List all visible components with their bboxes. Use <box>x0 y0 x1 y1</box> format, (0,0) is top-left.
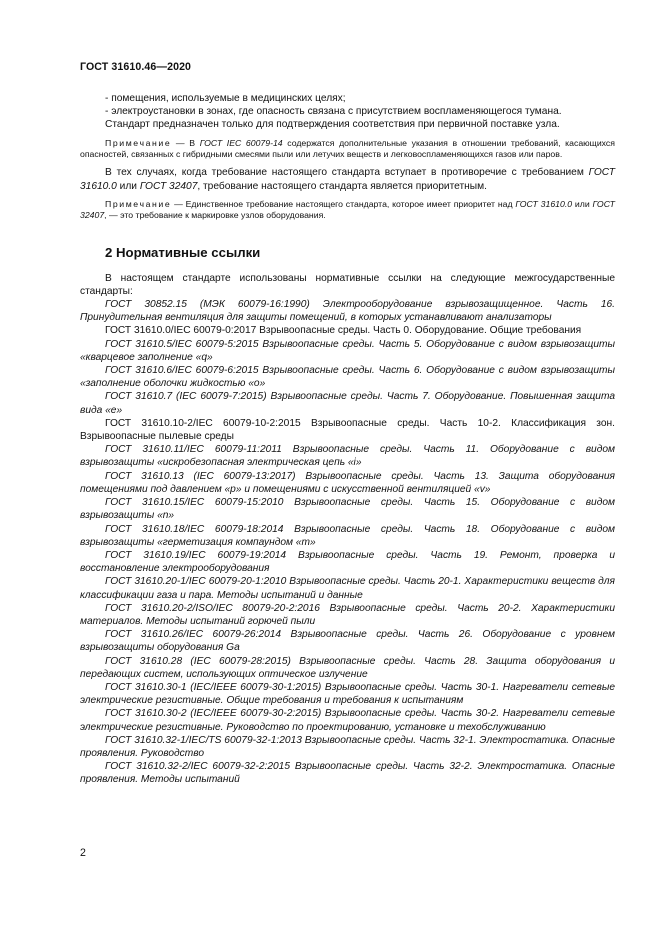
bullet-item: - электроустановки в зонах, где опасность связана с присутствием воспламеняющегося тумана. <box>105 106 562 118</box>
standard-ref: ГОСТ 31610.0 <box>80 167 615 192</box>
section-intro: В настоящем стандарте использованы нормативные ссылки на следующие межгосударственные стандарты: <box>80 272 615 297</box>
note-label: Примечание <box>105 137 172 148</box>
standard-ref: ГОСТ 32407 <box>80 198 615 221</box>
reference-item: ГОСТ 31610.32-1/IEC/TS 60079-32-1:2013 Взрывоопасные среды. Часть 32-1. Электростатика. Опасные проявления. Руководство <box>80 734 615 759</box>
reference-item: ГОСТ 31610.28 (IEC 60079-28:2015) Взрывоопасные среды. Часть 28. Защита оборудования и передающих систем, использующих оптическое излучение <box>80 655 615 680</box>
reference-item: ГОСТ 31610.19/IEC 60079-19:2014 Взрывоопасные среды. Часть 19. Ремонт, проверка и восстановление электрооборудования <box>80 549 615 575</box>
reference-item: ГОСТ 31610.7 (IEC 60079-7:2015) Взрывоопасные среды. Часть 7. Оборудование. Повышенная защита вида «е» <box>80 391 615 416</box>
reference-item: ГОСТ 31610.32-2/IEC 60079-32-2:2015 Взрывоопасные среды. Часть 32-2. Электростатика. Опасные проявления. Методы испытаний <box>80 761 615 786</box>
note-2: Примечание — Единственное требование настоящего стандарта, которое имеет приоритет над ГОСТ 31610.0 или ГОСТ 32407, — это требование к маркировке узлов оборудования. <box>80 198 615 221</box>
purpose-paragraph: Стандарт предназначен только для подтверждения соответствия при первичной поставке узла. <box>105 119 560 131</box>
bullet-item: - помещения, используемые в медицинских целях; <box>105 93 346 104</box>
document-body <box>80 92 615 787</box>
reference-item: ГОСТ 31610.6/IEC 60079-6:2015 Взрывоопасные среды. Часть 6. Оборудование с видом взрывозащиты «заполнение оболочки жидкостью «о» <box>80 365 615 390</box>
reference-item: ГОСТ 31610.18/IEC 60079-18:2014 Взрывоопасные среды. Часть 18. Оборудование с видом взрывозащиты «герметизация компаундом «m» <box>80 523 615 548</box>
reference-item: ГОСТ 31610.15/IEC 60079-15:2010 Взрывоопасные среды. Часть 15. Оборудование с видом взрывозащиты «n» <box>80 497 615 522</box>
standard-ref: ГОСТ IEC 60079-14 <box>199 137 283 148</box>
reference-item: ГОСТ 31610.0/IEC 60079-0:2017 Взрывоопасные среды. Часть 0. Оборудование. Общие требования <box>105 325 582 337</box>
reference-item: ГОСТ 31610.30-1 (IEC/IEEE 60079-30-1:2015) Взрывоопасные среды. Часть 30-1. Нагреватели сетевые электрические резистивные. Общие требования и требования к испытаниям <box>80 681 615 707</box>
document-header: ГОСТ 31610.46—2020 <box>80 61 192 73</box>
reference-item: ГОСТ 31610.20-1/IEC 60079-20-1:2010 Взрывоопасные среды. Часть 20-1. Характеристики веществ для классификации газа и пара. Методы испытаний и данные <box>80 576 615 601</box>
reference-item: ГОСТ 31610.11/IEC 60079-11:2011 Взрывоопасные среды. Часть 11. Оборудование с видом взрывозащиты «искробезопасная электрическая цепь «i» <box>80 444 615 469</box>
conflict-paragraph: В тех случаях, когда требование настоящего стандарта вступает в противоречие с требованием ГОСТ 31610.0 или ГОСТ 32407, требование настоящего стандарта является приоритетным. <box>80 167 615 192</box>
reference-item: ГОСТ 31610.30-2 (IEC/IEEE 60079-30-2:2015) Взрывоопасные среды. Часть 30-2. Нагреватели сетевые электрические резистивные. Руководство по проектированию, установке и техобслуживанию <box>80 708 615 733</box>
reference-list <box>80 298 615 787</box>
reference-item: ГОСТ 31610.10-2/IEC 60079-10-2:2015 Взрывоопасные среды. Часть 10-2. Классификация зон. Взрывоопасные пылевые среды <box>80 417 615 443</box>
reference-item: ГОСТ 30852.15 (МЭК 60079-16:1990) Электрооборудование взрывозащищенное. Часть 16. Принудительная вентиляция для защиты помещений, в которых устанавливают анализаторы <box>80 299 615 324</box>
reference-item: ГОСТ 31610.13 (IEC 60079-13:2017) Взрывоопасные среды. Часть 13. Защита оборудования помещениями под давлением «р» и помещениями с искусственной вентиляцией «v» <box>80 470 615 495</box>
reference-item: ГОСТ 31610.5/IEC 60079-5:2015 Взрывоопасные среды. Часть 5. Оборудование с видом взрывозащиты «кварцевое заполнение «q» <box>80 338 615 363</box>
note-label: Примечание <box>105 198 172 209</box>
standard-ref: ГОСТ 32407 <box>139 180 198 192</box>
standard-ref: ГОСТ 31610.0 <box>515 198 573 209</box>
note-1: Примечание — В ГОСТ IEC 60079-14 содержатся дополнительные указания в отношении требований, касающихся опасностей, связанных с гибридными смесями пыли или летучих веществ и легковоспламеняющихся газов или паров. <box>80 137 615 160</box>
page-number: 2 <box>80 847 86 859</box>
reference-item: ГОСТ 31610.26/IEC 60079-26:2014 Взрывоопасные среды. Часть 26. Оборудование с уровнем взрывозащиты оборудования Ga <box>80 629 615 654</box>
reference-item: ГОСТ 31610.20-2/ISO/IEC 80079-20-2:2016 Взрывоопасные среды. Часть 20-2. Характеристики материалов. Методы испытаний горючей пыли <box>80 602 615 627</box>
section-heading: 2 Нормативные ссылки <box>105 244 261 260</box>
